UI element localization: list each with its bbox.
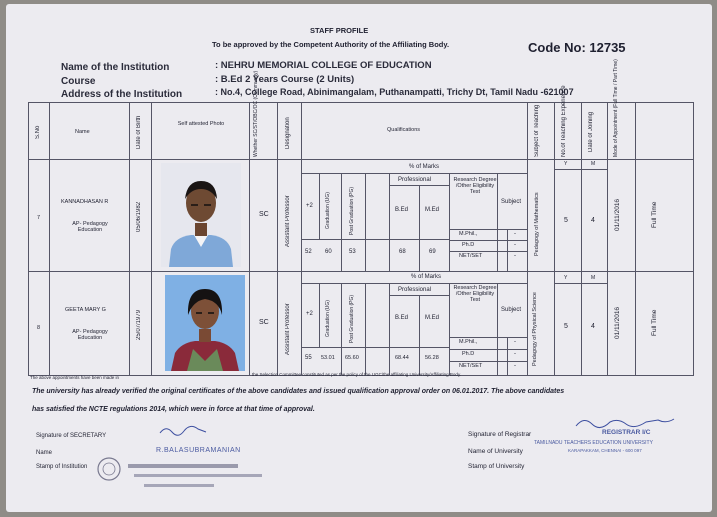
col-name: Name (75, 129, 90, 135)
row1-mphil-val: - (514, 231, 516, 237)
row1-plus2: 52 (305, 249, 312, 255)
secretary-name-value: R.BALASUBRAMANIAN (156, 447, 241, 454)
document-title: STAFF PROFILE (310, 26, 369, 35)
row2-med-header: M.Ed (425, 315, 440, 321)
row2-bed-header: B.Ed (395, 315, 409, 321)
row2-mphil: M.Phil., (459, 339, 478, 345)
course-value: : B.Ed 2 Years Course (2 Units) (215, 74, 355, 85)
row1-subject-header: Subject (501, 199, 522, 205)
table-footnote-right: the Selection Committee constituted as per the policy of the UGC/the affiliating University/Affiliating Body. (252, 372, 462, 377)
row2-plus2: 55 (305, 355, 312, 361)
secretary-signature-label: Signature of SECRETARY (36, 433, 107, 439)
row1-photo (161, 163, 241, 267)
col-designation: Designation (285, 117, 291, 149)
row2-ug-header: Graduation (UG) (325, 300, 331, 338)
document-subtitle: To be approved by the Competent Authority of the Affiliating Body. (212, 40, 450, 49)
row2-professional-header: Professional (398, 287, 432, 293)
row1-mphil: M.Phil., (459, 231, 478, 237)
row1-role: AP- Pedagogy Education (72, 221, 108, 233)
row2-sno: 8 (37, 325, 41, 331)
row1-pg-header: Post Graduation (PG) (349, 186, 355, 236)
row2-designation: Assistant Professor (285, 303, 291, 355)
university-name-stamp: TAMILNADU TEACHERS EDUCATION UNIVERSITY (534, 440, 653, 446)
course-label: Course (61, 76, 96, 87)
row2-marks-header: % of Marks (411, 274, 442, 280)
row1-net-val: - (514, 253, 516, 259)
row1-sno: 7 (37, 215, 41, 221)
row2-years: 5 (564, 323, 568, 330)
registrar-stamp: REGISTRAR I/C (602, 429, 651, 436)
row1-phd: Ph.D (462, 242, 475, 248)
secretary-signature-icon (158, 423, 208, 444)
row2-role: AP- Pedagogy Education (72, 329, 108, 341)
row1-med: 69 (429, 249, 436, 255)
code-number: Code No: 12735 (528, 40, 626, 55)
row1-pg: 53 (349, 249, 356, 255)
row1-subject-teaching: Pedagogy of Mathematics (534, 192, 540, 256)
person-photo-icon (161, 163, 241, 267)
verification-note-line1: The university has already verified the original certificates of the above candidates and issued qualification approval order on 06.01.2017. The above candidates (32, 388, 565, 395)
person-photo-icon (165, 275, 245, 371)
row2-m-header: M (591, 275, 596, 281)
col-experience: No.of Teaching Experience (561, 85, 567, 157)
row1-joining: 01/11/2016 (614, 198, 621, 232)
verification-note-line2: has satisfied the NCTE regulations 2014, which were in force at that time of approval. (32, 406, 315, 413)
row2-subject-header: Subject (501, 307, 522, 313)
row2-community: SC (259, 319, 269, 326)
secretary-name-label: Name (36, 450, 53, 456)
row1-phd-val: - (514, 242, 516, 248)
row2-months: 4 (591, 323, 595, 330)
row1-designation: Assistant Professor (285, 195, 291, 247)
institution-value: : NEHRU MEMORIAL COLLEGE OF EDUCATION (215, 60, 432, 71)
col-qualifications: Qualifications (387, 127, 421, 133)
row2-mphil-val: - (514, 339, 516, 345)
registrar-signature-label: Signature of Registrar (468, 431, 532, 438)
row2-plus2-header: +2 (306, 311, 313, 317)
row1-name: KANNADHASAN R (61, 199, 109, 205)
col-community: Whether SC/ST/OBC/OC (Community) (253, 70, 259, 157)
row2-net: NET/SET (459, 363, 483, 369)
col-joining: Date of Joining (588, 111, 594, 153)
row1-y-header: Y (564, 161, 568, 167)
row1-marks-header: % of Marks (409, 164, 440, 170)
row2-joining: 01/11/2016 (614, 306, 621, 340)
row2-med: 56.28 (425, 355, 439, 361)
row2-phd: Ph.D (462, 351, 475, 357)
row2-mode: Full Time (651, 309, 658, 337)
row2-pg: 65.60 (345, 355, 359, 361)
row1-bed-header: B.Ed (395, 207, 409, 213)
document-page (6, 4, 712, 512)
row2-y-header: Y (564, 275, 568, 281)
row1-ug-header: Graduation (UG) (325, 192, 331, 230)
row2-phd-val: - (514, 351, 516, 357)
row2-dob: 25/07/1979 (136, 309, 142, 341)
row1-m-header: M (591, 161, 596, 167)
row2-ug: 53.01 (321, 355, 335, 361)
row1-mode: Full Time (651, 201, 658, 229)
row1-professional-header: Professional (398, 177, 432, 183)
university-stamp-label: Stamp of University (468, 463, 525, 470)
address-value: : No.4, College Road, Abinimangalam, Puthanampatti, Trichy Dt, Tamil Nadu -621007 (215, 87, 574, 97)
row2-pg-header: Post Graduation (PG) (349, 294, 355, 344)
table-footnote-left: The above appointments have been made in (30, 375, 120, 380)
institution-label: Name of the Institution (61, 62, 170, 73)
col-dob: Date of Birth (136, 115, 142, 149)
row1-med-header: M.Ed (425, 207, 440, 213)
col-mode: Mode of Appointment (Full Time / Part Time) (613, 59, 619, 157)
institution-seal-icon (96, 456, 122, 487)
row2-subject-teaching: Pedagogy of Physical Science (532, 292, 538, 366)
row2-photo (165, 275, 245, 371)
col-sno: S.No (35, 125, 41, 139)
row1-bed: 68 (399, 249, 406, 255)
row2-bed: 68.44 (395, 355, 409, 361)
university-name-label: Name of University (468, 448, 523, 455)
row2-research-header: Research Degree /Other Eligibility Test (453, 285, 497, 303)
row1-plus2-header: +2 (306, 203, 313, 209)
row2-name: GEETA MARY G (65, 307, 106, 313)
row1-community: SC (259, 211, 269, 218)
col-photo: Self attested Photo (177, 121, 225, 127)
col-subject-teaching: Subject of Teaching (534, 104, 540, 157)
row1-years: 5 (564, 217, 568, 224)
row1-net: NET/SET (459, 253, 483, 259)
address-label: Address of the Institution (61, 89, 183, 100)
row1-research-header: Research Degree /Other Eligibility Test (453, 177, 497, 195)
row1-months: 4 (591, 217, 595, 224)
row1-dob: 05/06/1982 (136, 201, 142, 233)
institution-stamp-label: Stamp of Institution (36, 464, 88, 470)
row1-ug: 60 (325, 249, 332, 255)
row2-net-val: - (514, 363, 516, 369)
university-address-stamp: KARAPAKKAM, CHENNAI - 600 097 (568, 448, 642, 453)
institution-stamp-icon (124, 458, 264, 492)
